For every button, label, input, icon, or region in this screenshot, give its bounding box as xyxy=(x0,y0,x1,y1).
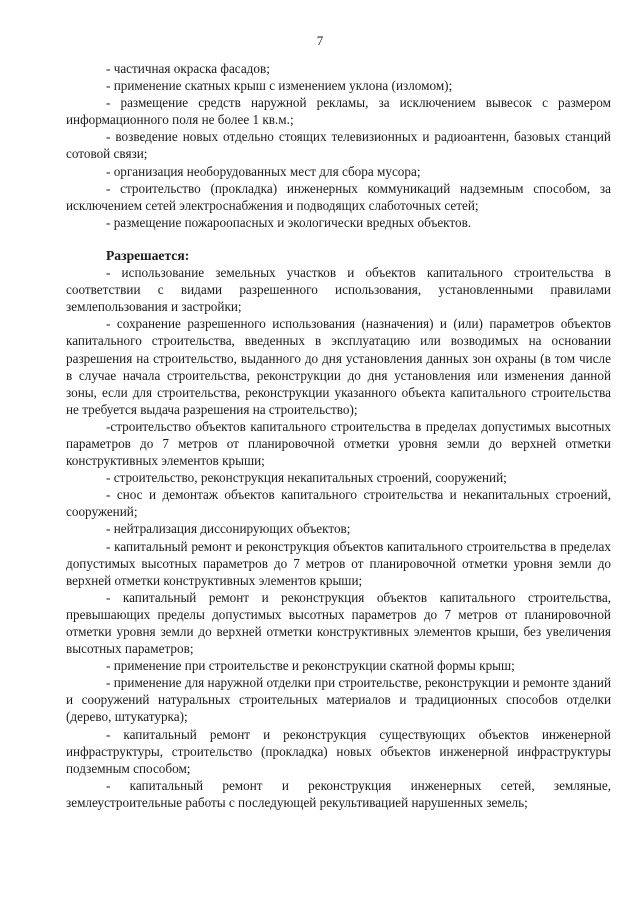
list-item: - капитальный ремонт и реконструкция объектов капитального строительства, превышающих пределы допустимых высотных параметров до 7 метров от планировочной отметки уровня земли до верхней отметки конструктивных элементов крыши, без увеличения высотных параметров; xyxy=(66,589,611,657)
page-number: 7 xyxy=(316,33,324,48)
document-body xyxy=(66,60,611,811)
list-item: - строительство, реконструкция некапитальных строений, сооружений; xyxy=(106,470,507,486)
list-item: - использование земельных участков и объектов капитального строительства в соответствии с видами разрешенного использования, установленными правилами землепользования и застройки; xyxy=(66,265,611,315)
list-item: - снос и демонтаж объектов капитального строительства и некапитальных строений, сооружений; xyxy=(66,487,611,520)
list-item: - организация необорудованных мест для сбора мусора; xyxy=(106,163,421,179)
list-item: - размещение средств наружной рекламы, за исключением вывесок с размером информационного поля не более 1 кв.м.; xyxy=(66,95,611,128)
section-gap xyxy=(66,231,611,247)
list-item: - капитальный ремонт и реконструкция существующих объектов инженерной инфраструктуры, строительство (прокладка) новых объектов инженерной инфраструктуры подземным способом; xyxy=(66,726,611,776)
list-item: - нейтрализация диссонирующих объектов; xyxy=(106,521,351,537)
list-item: - капитальный ремонт и реконструкция инженерных сетей, земляные, землеустроительные работы с последующей рекультивацией нарушенных земель; xyxy=(66,777,611,810)
list-item: - строительство (прокладка) инженерных коммуникаций надземным способом, за исключением сетей электроснабжения и подводящих слаботочных сетей; xyxy=(66,180,611,213)
allowed-list xyxy=(66,264,611,811)
list-item: - возведение новых отдельно стоящих телевизионных и радиоантенн, базовых станций сотовой связи; xyxy=(66,129,611,162)
list-item: - размещение пожароопасных и экологически вредных объектов. xyxy=(106,214,472,230)
list-item: - сохранение разрешенного использования (назначения) и (или) параметров объектов капитального строительства, введенных в эксплуатацию или возводимых на основании разрешения на строительство, выданного до дня установления данных зон охраны (в том числе в случае начала строительства, реконструкции до дня установления или изменения данной зоны, если для строительства, реконструкции указанного объекта капитального строительства не требуется выдача разрешения на строительство); xyxy=(66,316,611,417)
prohibited-list xyxy=(66,60,611,231)
section-heading-allowed: Разрешается: xyxy=(106,247,190,263)
list-item: - применение при строительстве и реконструкции скатной формы крыш; xyxy=(106,658,515,674)
list-item: - частичная окраска фасадов; xyxy=(106,61,270,76)
list-item: - применение для наружной отделки при строительстве, реконструкции и ремонте зданий и сооружений натуральных строительных материалов и традиционных способов отделки (дерево, штукатурка); xyxy=(66,675,611,725)
list-item: - капитальный ремонт и реконструкция объектов капитального строительства в пределах допустимых высотных параметров до 7 метров от планировочной отметки уровня земли до верхней отметки конструктивных элементов крыши; xyxy=(66,538,611,588)
list-item: -строительство объектов капитального строительства в пределах допустимых высотных параметров до 7 метров от планировочной отметки уровня земли до верхней отметки конструктивных элементов крыши; xyxy=(66,418,611,469)
list-item: - применение скатных крыш с изменением уклона (изломом); xyxy=(106,78,453,94)
